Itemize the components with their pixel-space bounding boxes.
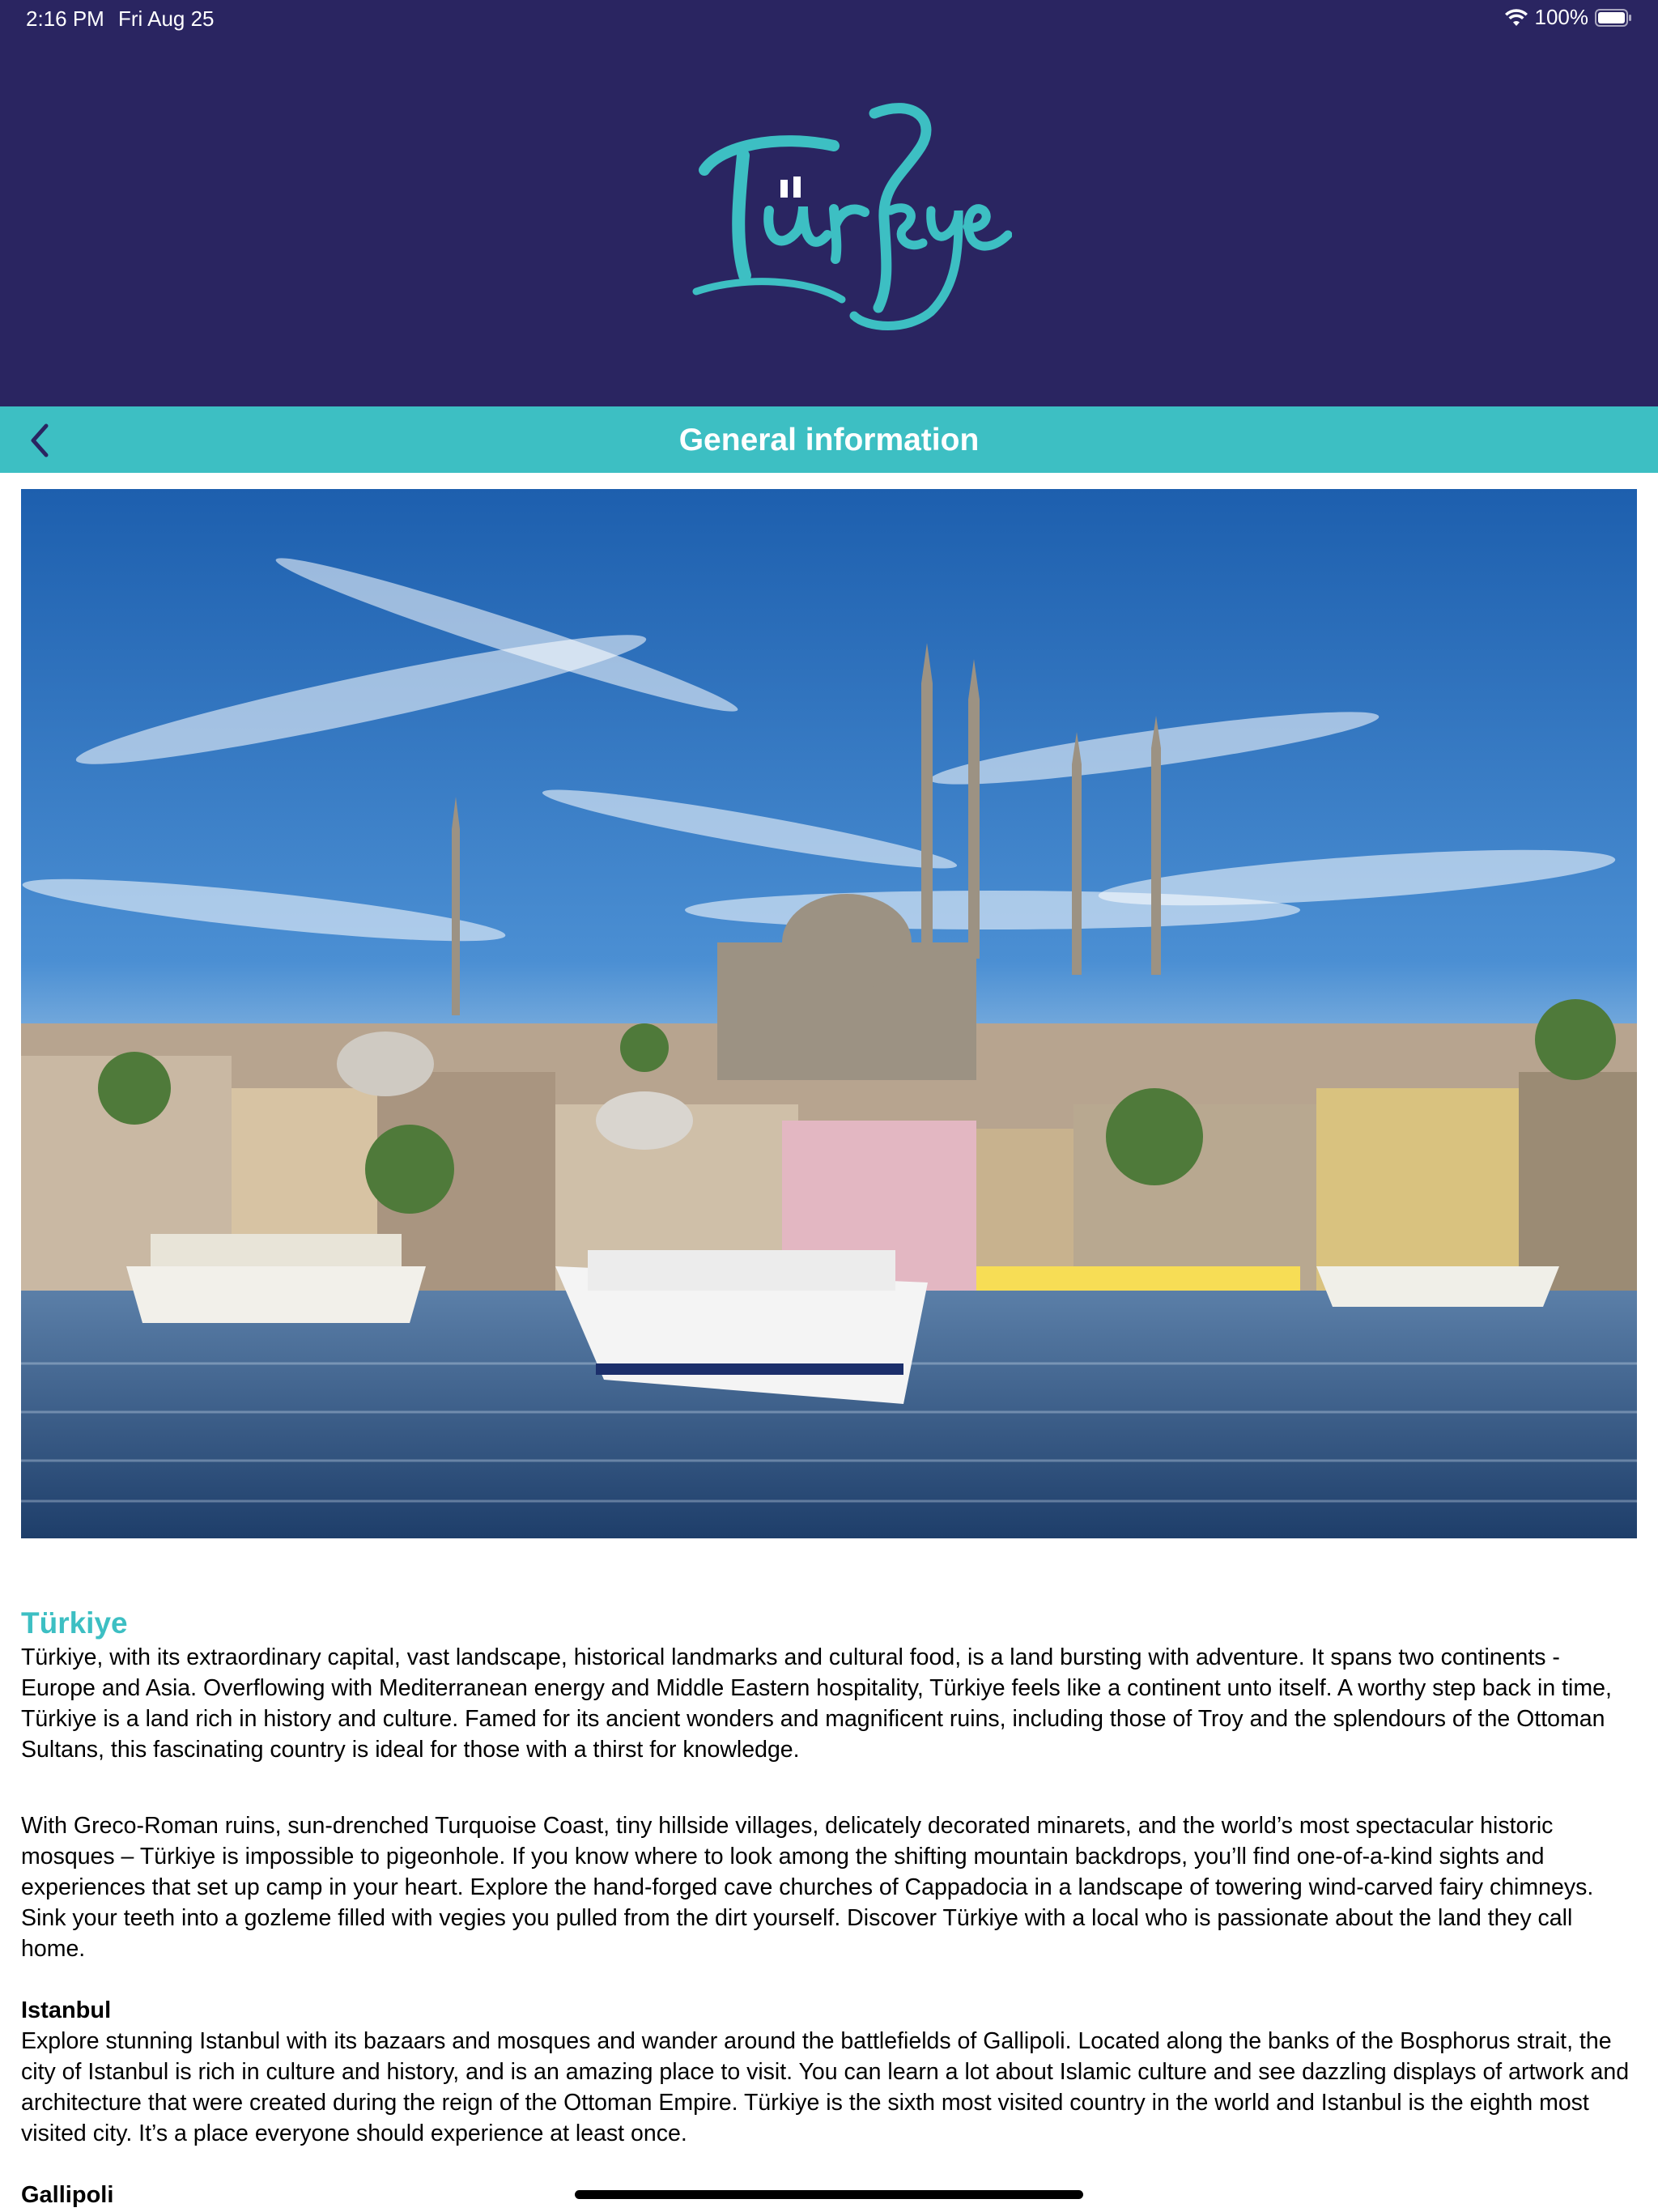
battery-percent: 100% <box>1534 5 1588 29</box>
battery-icon <box>1595 9 1632 27</box>
article-title: Türkiye <box>21 1606 128 1640</box>
header <box>0 0 1658 406</box>
intro-paragraph-1: Türkiye, with its extraordinary capital, vast landscape, historical landmarks and cultural food, is a land bursting with adventure. It spans two continents - Europe and Asia. Overflowing with Mediterranean energy and Middle Eastern hospitality, Türkiye feels like a continent unto itself. A worthy step back in time, Türkiye is a land rich in history and culture. Famed for its ancient wonders and magnificent ruins, including those of Troy and the splendours of the Ottoman Sultans, this fascinating country is ideal for those with a thirst for knowledge. <box>21 1644 1612 1763</box>
status-time: 2:16 PM <box>26 6 104 31</box>
intro-paragraph-2: With Greco-Roman ruins, sun-drenched Turquoise Coast, tiny hillside villages, delicately decorated minarets, and the world’s most spectacular historic mosques – Türkiye is impossible to pigeonhole. If you know where to look among the shifting mountain backdrops, you’ll find one-of-a-kind sights and experiences that set up camp in your heart. Explore the hand-forged cave churches of Cappadocia in a landscape of towering wind-carved fairy chimneys. Sink your teeth into a gozleme filled with vegies you pulled from the dirt yourself. Discover Türkiye with a local who is passionate about the land they call home. <box>21 1813 1594 1962</box>
istanbul-skyline-image <box>21 489 1637 1538</box>
wifi-icon <box>1504 8 1528 28</box>
page-title: General information <box>678 423 980 457</box>
status-indicators <box>1504 5 1633 30</box>
section-text-istanbul: Explore stunning Istanbul with its bazaars and mosques and wander around the battlefields of Gallipoli. Located along the banks of the Bosphorus strait, the city of Istanbul is rich in culture and history, and is an amazing place to visit. You can learn a lot about Islamic culture and see dazzling displays of artwork and architecture that were created during the reign of the Ottoman Empire. Türkiye is the sixth most visited country in the world and Istanbul is the eighth most visited city. It’s a place everyone should experience at least once. <box>21 2028 1630 2146</box>
article <box>21 1605 1637 2210</box>
nav-bar <box>0 406 1658 473</box>
status-bar <box>0 0 1658 39</box>
hero-image <box>21 489 1637 1538</box>
status-date: Fri Aug 25 <box>118 6 215 31</box>
home-indicator[interactable] <box>575 2190 1083 2199</box>
section-heading-gallipoli: Gallipoli <box>21 2182 114 2208</box>
section-heading-istanbul: Istanbul <box>21 1997 112 2023</box>
turkiye-logo <box>648 89 1012 348</box>
